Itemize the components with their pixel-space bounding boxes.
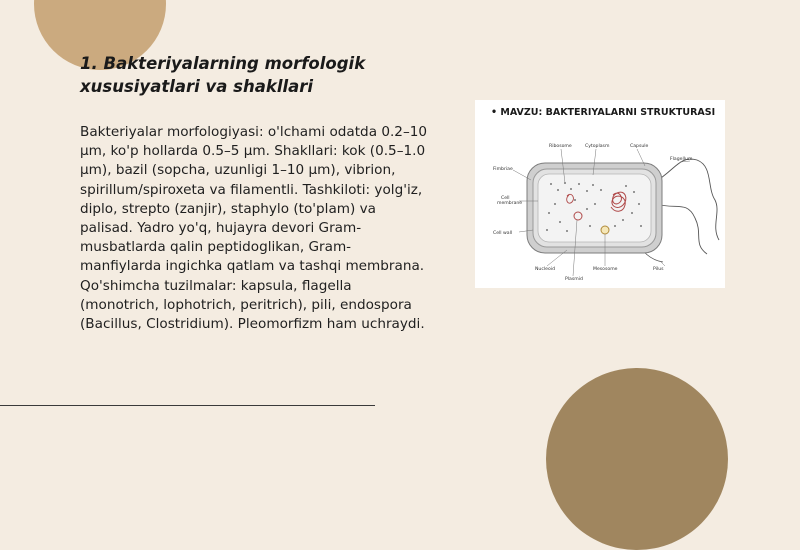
bacteria-structure-figure [475,100,725,288]
ribosome-dot [550,183,552,185]
label-ribosome: Ribosome [549,144,572,149]
ribosome-dot [622,219,624,221]
figure-title: • MAVZU: BAKTERIYALARNI STRUKTURASI [491,107,716,118]
ribosome-dot [631,212,633,214]
label-cell-membrane-2: membrane [497,201,523,206]
ribosome-dot [548,212,550,214]
slide-title: 1. Bakteriyalarning morfologik xususiyatlari va shakllari [80,54,366,96]
bacteria-cell-diagram [475,100,725,288]
ribosome-dot [574,199,576,201]
ribosome-dot [638,203,640,205]
ribosome-dot [559,221,561,223]
ribosome-dot [578,183,580,185]
ribosome-dot [570,188,572,190]
ribosome-dot [557,189,559,191]
ribosome-dot [586,208,588,210]
ribosome-dot [625,185,627,187]
ribosome-dot [640,225,642,227]
cytoplasm-shape [538,174,651,242]
ribosome-dot [633,191,635,193]
label-fimbriae: Fimbriae [493,167,513,172]
ribosome-dot [546,229,548,231]
ribosome-dot [566,230,568,232]
label-nucleoid: Nucleoid [535,267,555,272]
label-mesosome: Mesosome [593,267,618,272]
flagellum-shape [655,159,719,240]
slide-body-text: Bakteriyalar morfologiyasi: o'lchami odatda 0.2–10 µm, ko'p hollarda 0.5–5 µm. Shakllari: kok (0.5–1.0 µm), bazil (sopcha, uzunligi 1–10 µm), vibrion, spirillum/spiroxeta va filamentli. Tashkiloti: yolg'iz, diplo, strepto (zanjir), staphylo (to'plam) va palisad. Yadro yo'q, hujayra devori Gram-musbatlarda qalin peptidoglikan, Gram-manfiylarda ingichka qatlam va tashqi membrana. Qo'shimcha tuzilmalar: kapsula, flagella (monotrich, lophotrich, peritrich), pili, endospora (Bacillus, Clostridium). Pleomorfizm ham uchraydi. [80,124,428,333]
label-cell-wall: Cell wall [493,231,513,236]
ribosome-dot [554,203,556,205]
leader-pilus [661,262,665,266]
label-capsule: Capsule [630,144,649,149]
label-pilus: Pilus [653,267,664,272]
ribosome-dot [614,225,616,227]
ribosome-dot [592,184,594,186]
ribosome-dot [600,189,602,191]
mesosome-shape [601,226,609,234]
label-cytoplasm: Cytoplasm [585,144,610,149]
flagellum-shape-2 [657,204,707,254]
ribosome-dot [594,203,596,205]
decorative-circle-bottom [546,368,728,550]
label-cell-membrane-1: Cell [501,196,510,201]
label-flagellum: Flagellum [670,157,693,162]
ribosome-dot [586,190,588,192]
label-plasmid: Plasmid [565,277,583,282]
ribosome-dot [589,225,591,227]
divider-line [0,405,375,406]
